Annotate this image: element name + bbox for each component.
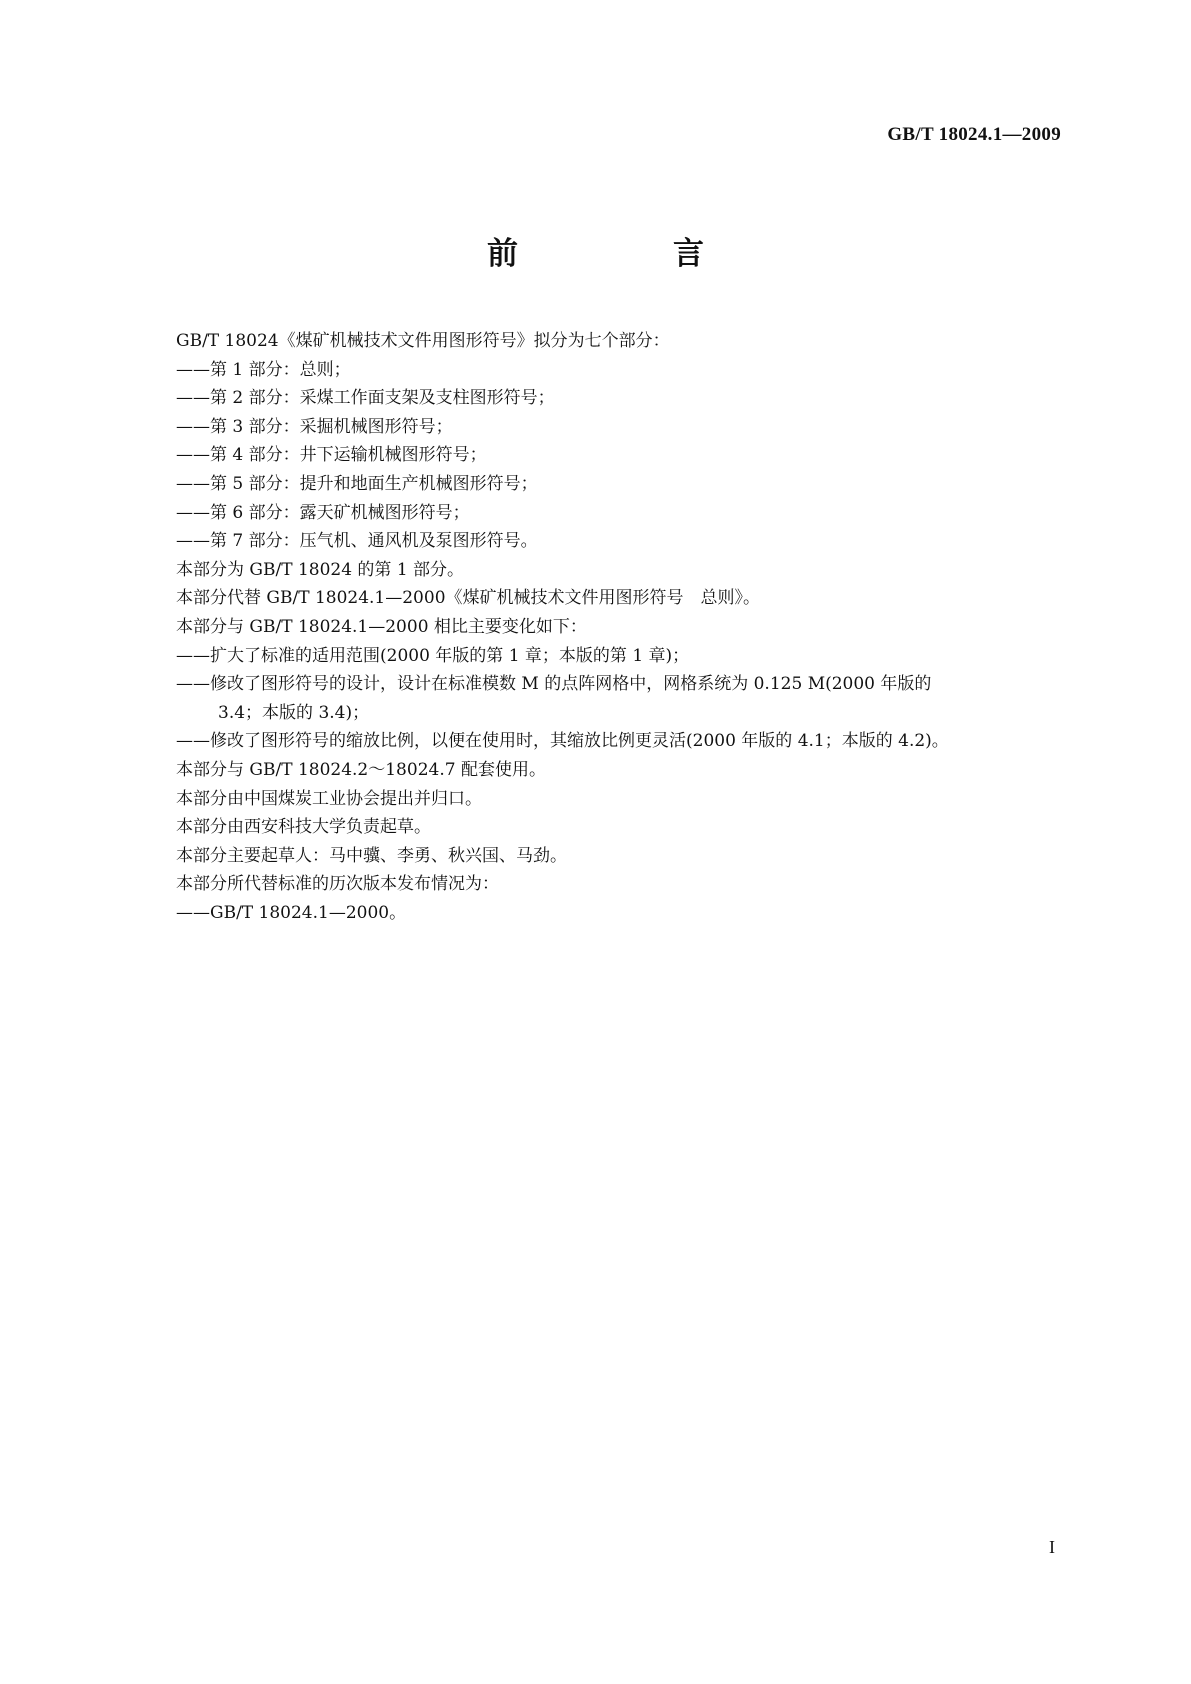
page-title: 前 言 (487, 236, 766, 272)
foreword-body (176, 327, 1056, 927)
text-line: 本部分主要起草人：马中骥、李勇、秋兴国、马劲。 (176, 845, 567, 866)
text-line: 本部分为 GB/T 18024 的第 1 部分。 (176, 559, 465, 580)
page-number: I (1049, 1537, 1055, 1557)
list-item: ——第 7 部分：压气机、通风机及泵图形符号。 (176, 531, 538, 552)
list-item: ——第 2 部分：采煤工作面支架及支柱图形符号； (176, 388, 555, 409)
list-item: ——第 6 部分：露天矿机械图形符号； (176, 502, 470, 523)
list-item: ——第 1 部分：总则； (176, 359, 351, 380)
text-line: 本部分由西安科技大学负责起草。 (176, 817, 431, 838)
text-line: 本部分由中国煤炭工业协会提出并归口。 (176, 788, 482, 809)
document-code: GB/T 18024.1—2009 (887, 124, 1061, 145)
text-line: 本部分与 GB/T 18024.1—2000 相比主要变化如下： (176, 616, 587, 637)
text-line: 本部分所代替标准的历次版本发布情况为： (176, 874, 499, 895)
list-item: ——修改了图形符号的缩放比例，以便在使用时，其缩放比例更灵活(2000 年版的 4.1；本版的 4.2)。 (176, 731, 949, 752)
list-item: ——第 5 部分：提升和地面生产机械图形符号； (176, 473, 538, 494)
list-item: ——修改了图形符号的设计，设计在标准模数 M 的点阵网格中，网格系统为 0.125 M(2000 年版的 (176, 674, 932, 695)
list-item: ——GB/T 18024.1—2000。 (176, 902, 407, 923)
text-line: 本部分代替 GB/T 18024.1—2000《煤矿机械技术文件用图形符号 总则》。 (176, 588, 761, 609)
list-item: ——第 4 部分：井下运输机械图形符号； (176, 445, 487, 466)
list-item-continuation: 3.4；本版的 3.4)； (218, 702, 370, 723)
list-item: ——扩大了标准的适用范围(2000 年版的第 1 章；本版的第 1 章)； (176, 645, 690, 666)
text-line: GB/T 18024《煤矿机械技术文件用图形符号》拟分为七个部分： (176, 331, 670, 351)
text-line: 本部分与 GB/T 18024.2～18024.7 配套使用。 (176, 759, 546, 780)
list-item: ——第 3 部分：采掘机械图形符号； (176, 416, 453, 437)
